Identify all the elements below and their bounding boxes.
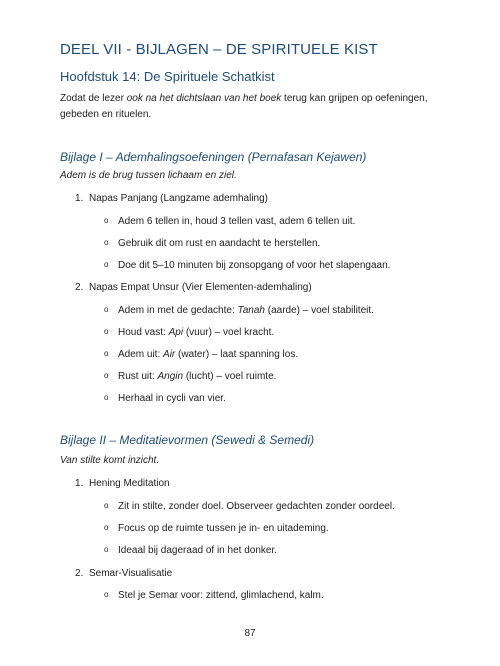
bullet-emphasis: Tanah xyxy=(237,305,265,316)
bullet-text: Stel je Semar voor: zittend, glimlachend, kalm. xyxy=(118,590,324,601)
item-label: Napas Empat Unsur (Vier Elementen-ademhaling) xyxy=(89,282,312,293)
appendix-1-tagline: Adem is de brug tussen lichaam en ziel. xyxy=(60,170,237,181)
intro-text-end: terug kan grijpen op oefeningen, gebeden en rituelen. xyxy=(60,93,428,120)
item-number: 1. xyxy=(75,193,84,204)
bullet-text-end: (aarde) – voel stabiliteit. xyxy=(264,305,374,316)
bullet-icon: o xyxy=(104,523,109,532)
chapter-title: Hoofdstuk 14: De Spirituele Schatkist xyxy=(60,69,275,84)
bullet-text: Adem 6 tellen in, houd 3 tellen vast, adem 6 tellen uit. xyxy=(118,216,356,227)
bullet-item xyxy=(104,305,374,316)
bullet-icon: o xyxy=(104,393,109,402)
bullet-item xyxy=(104,260,390,271)
bullet-item xyxy=(104,523,329,534)
bullet-text: Houd vast: xyxy=(118,327,169,338)
bullet-item xyxy=(104,327,274,338)
bullet-text: Adem uit: xyxy=(118,349,164,360)
bullet-text: Doe dit 5–10 minuten bij zonsopgang of voor het slapengaan. xyxy=(118,260,391,271)
intro-emphasis: ook na het dichtslaan van het boek xyxy=(126,93,282,104)
bullet-emphasis: Air xyxy=(163,349,176,360)
bullet-text: Zit in stilte, zonder doel. Observeer gedachten zonder oordeel. xyxy=(118,501,395,512)
item-label: Napas Panjang (Langzame ademhaling) xyxy=(89,193,269,204)
bullet-item xyxy=(104,545,277,556)
bullet-item xyxy=(104,393,226,404)
bullet-text: Gebruik dit om rust en aandacht te herstellen. xyxy=(118,238,321,249)
bullet-icon: o xyxy=(104,501,109,510)
bullet-text: Ideaal bij dageraad of in het donker. xyxy=(118,545,278,556)
bullet-emphasis: Angin xyxy=(157,371,184,382)
bullet-icon: o xyxy=(104,260,109,269)
bullet-text: Focus op de ruimte tussen je in- en uitademing. xyxy=(118,523,329,534)
numbered-item xyxy=(75,478,170,489)
bullet-icon: o xyxy=(104,349,109,358)
bullet-item xyxy=(104,349,298,360)
bullet-text-end: (lucht) – voel ruimte. xyxy=(183,371,277,382)
bullet-text-end: (vuur) – voel kracht. xyxy=(183,327,275,338)
item-label: Hening Meditation xyxy=(89,478,170,489)
bullet-text: Rust uit: xyxy=(118,371,158,382)
bullet-item xyxy=(104,238,320,249)
bullet-item xyxy=(104,501,395,512)
item-label: Semar-Visualisatie xyxy=(89,568,173,579)
numbered-item xyxy=(75,568,172,579)
numbered-item xyxy=(75,282,312,293)
item-number: 1. xyxy=(75,478,84,489)
bullet-text: Herhaal in cycli van vier. xyxy=(118,393,226,404)
bullet-icon: o xyxy=(104,238,109,247)
intro-paragraph xyxy=(60,91,450,123)
page-number: 87 xyxy=(244,628,256,639)
bullet-item xyxy=(104,590,324,601)
part-title: DEEL VII - BIJLAGEN – DE SPIRITUELE KIST xyxy=(60,41,378,58)
intro-text-start: Zodat de lezer xyxy=(60,93,127,104)
bullet-icon: o xyxy=(104,371,109,380)
bullet-text-end: (water) – laat spanning los. xyxy=(175,349,299,360)
bullet-icon: o xyxy=(104,216,109,225)
bullet-item xyxy=(104,371,276,382)
bullet-icon: o xyxy=(104,545,109,554)
appendix-2-tagline: Van stilte komt inzicht. xyxy=(60,455,160,466)
bullet-text: Adem in met de gedachte: xyxy=(118,305,238,316)
appendix-1-title: Bijlage I – Ademhalingsoefeningen (Pernafasan Kejawen) xyxy=(60,150,367,164)
appendix-2-title: Bijlage II – Meditatievormen (Sewedi & Semedi) xyxy=(60,433,315,447)
bullet-icon: o xyxy=(104,327,109,336)
bullet-item xyxy=(104,216,355,227)
bullet-icon: o xyxy=(104,590,109,599)
item-number: 2. xyxy=(75,282,84,293)
numbered-item xyxy=(75,193,268,204)
bullet-emphasis: Api xyxy=(168,327,184,338)
item-number: 2. xyxy=(75,568,84,579)
bullet-icon: o xyxy=(104,305,109,314)
